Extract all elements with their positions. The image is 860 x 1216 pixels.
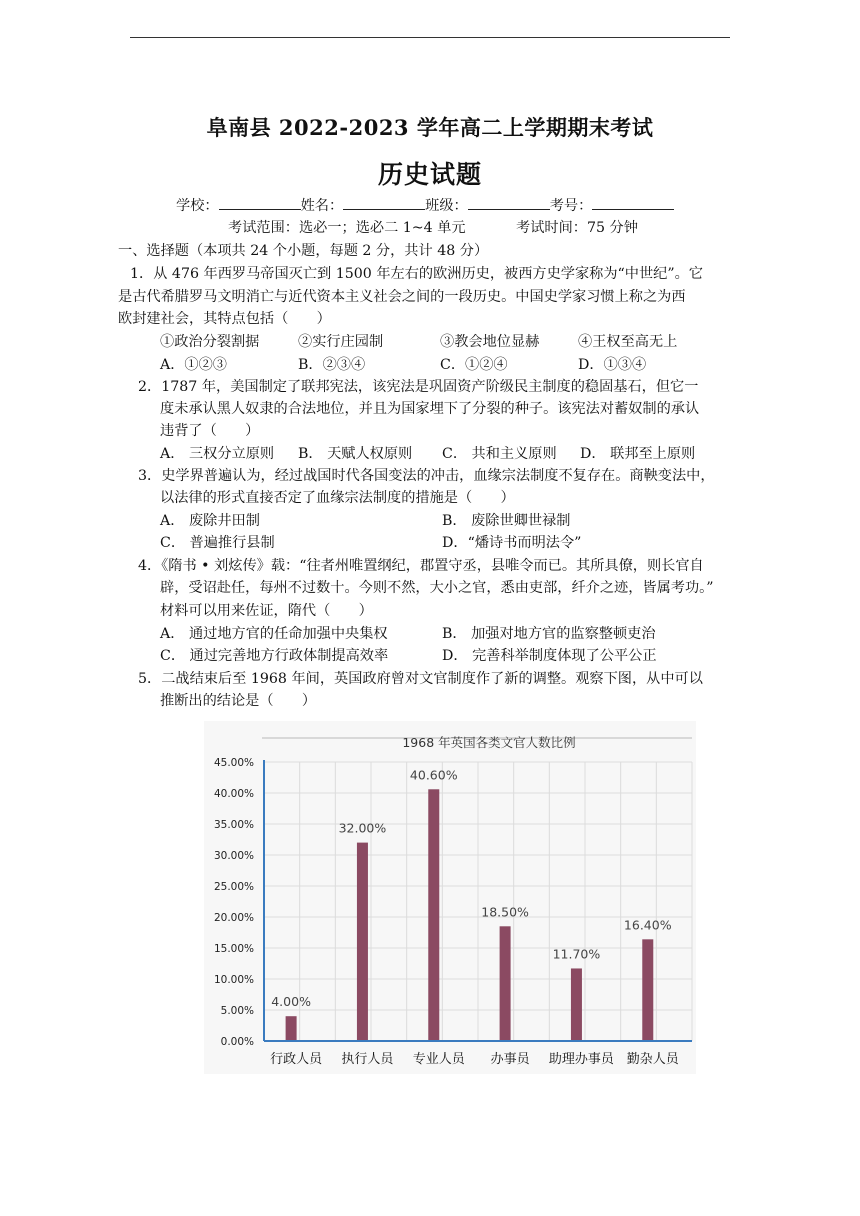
y-tick-label: 5.00% <box>220 1005 254 1017</box>
q1-option-c[interactable]: C．①②④ <box>440 357 508 373</box>
number-label: 考号： <box>549 198 593 214</box>
q4-option-a[interactable]: A． 通过地方官的任命加强中央集权 <box>160 626 388 642</box>
q2-option-b[interactable]: B． 天赋人权原则 <box>298 446 413 462</box>
chart-gridlines <box>264 762 692 1041</box>
header-rule <box>130 37 730 38</box>
section-heading: 一、选择题（本项共 24 个小题，每题 2 分，共计 48 分） <box>118 243 489 259</box>
exam-subtitle: 历史试题 <box>377 160 482 189</box>
y-tick-label: 35.00% <box>213 819 254 831</box>
y-tick-label: 30.00% <box>213 850 254 862</box>
school-label: 学校： <box>176 198 219 214</box>
bar-1 <box>286 1016 297 1041</box>
value-label: 40.60% <box>409 767 458 783</box>
q2-option-a[interactable]: A． 三权分立原则 <box>160 446 275 462</box>
class-label: 班级： <box>425 198 468 214</box>
y-tick-label: 15.00% <box>213 943 254 955</box>
value-label: 18.50% <box>481 904 529 920</box>
x-category-label: 执行人员 <box>341 1052 394 1067</box>
y-tick-label: 25.00% <box>213 881 254 893</box>
chart-title: 1968 年英国各类文官人数比例 <box>402 735 576 750</box>
chart-x-categories <box>270 1051 680 1067</box>
q1-item-2: ②实行庄园制 <box>298 334 384 350</box>
q1-option-a[interactable]: A．①②③ <box>160 357 227 373</box>
q3-option-c[interactable]: C． 普遍推行县制 <box>160 535 275 551</box>
q4-option-b[interactable]: B． 加强对地方官的监察整顿吏治 <box>442 626 656 642</box>
x-category-label: 办事员 <box>490 1052 530 1067</box>
chart-y-ticks <box>214 757 254 1048</box>
q1-item-4: ④王权至高无上 <box>578 334 678 350</box>
name-field[interactable] <box>343 196 425 210</box>
q4-option-d[interactable]: D． 完善科举制度体现了公平公正 <box>442 648 657 664</box>
class-field[interactable] <box>468 196 550 210</box>
y-tick-label: 40.00% <box>213 788 254 800</box>
q1-line-2: 是古代希腊罗马文明消亡与近代资本主义社会之间的一段历史。中国史学家习惯上称之为西 <box>118 289 686 305</box>
school-field[interactable] <box>219 196 301 210</box>
q3-option-a[interactable]: A． 废除井田制 <box>160 513 260 529</box>
x-category-label: 勤杂人员 <box>626 1052 679 1067</box>
y-tick-label: 10.00% <box>213 974 254 986</box>
x-category-label: 行政人员 <box>270 1052 323 1067</box>
q2-line-3: 违背了（ ） <box>160 423 260 439</box>
q1-item-1: ①政治分裂割据 <box>160 334 260 350</box>
exam-scope: 考试范围：选必一；选必二 1~4 单元 <box>228 220 466 236</box>
q5-line-2: 推断出的结论是（ ） <box>160 693 317 709</box>
q1-option-b[interactable]: B．②③④ <box>298 357 366 373</box>
exam-time: 考试时间：75 分钟 <box>516 220 638 236</box>
q1-line-3: 欧封建社会，其特点包括（ ） <box>118 311 331 327</box>
bar-chart-svg <box>204 721 696 1074</box>
number-field[interactable] <box>592 196 674 210</box>
name-label: 姓名： <box>300 198 344 214</box>
q3-option-d[interactable]: D．“燔诗书而明法令” <box>442 535 582 551</box>
value-label: 32.00% <box>338 820 387 836</box>
q4-line-3: 材料可以用来佐证，隋代（ ） <box>160 603 373 619</box>
value-label: 4.00% <box>271 994 311 1010</box>
x-category-label: 专业人员 <box>412 1052 465 1067</box>
q4-line-1: 4．《隋书 • 刘炫传》载：“往者州唯置纲纪，郡置守丞，县唯令而已。其所具僚，则长官自 <box>138 558 704 574</box>
q3-line-1: 3．史学界普遍认为，经过战国时代各国变法的冲击，血缘宗法制度不复存在。商鞅变法中， <box>138 468 715 484</box>
y-tick-label: 45.00% <box>213 757 254 769</box>
q3-option-b[interactable]: B． 废除世卿世禄制 <box>442 513 571 529</box>
q4-option-c[interactable]: C． 通过完善地方行政体制提高效率 <box>160 648 389 664</box>
q1-option-d[interactable]: D．①③④ <box>578 357 647 373</box>
value-label: 16.40% <box>623 917 672 933</box>
bar-4 <box>500 926 511 1041</box>
bar-2 <box>357 843 368 1041</box>
q4-line-2: 辟，受诏赴任，每州不过数十。今则不然，大小之官，悉由吏部，纤介之迹，皆属考功。” <box>160 580 714 596</box>
q2-line-2: 度未承认黑人奴隶的合法地位，并且为国家埋下了分裂的种子。该宪法对蓄奴制的承认 <box>160 401 700 417</box>
q2-option-c[interactable]: C． 共和主义原则 <box>442 446 557 462</box>
q1-line-1: 1．从 476 年西罗马帝国灭亡到 1500 年左右的欧洲历史，被西方史学家称为“中世纪”。它 <box>130 266 703 282</box>
value-label: 11.70% <box>552 946 601 962</box>
chart-value-labels <box>271 767 671 1009</box>
x-category-label: 助理办事员 <box>548 1052 614 1067</box>
bar-5 <box>571 968 582 1041</box>
q5-line-1: 5．二战结束后至 1968 年间，英国政府曾对文官制度作了新的调整。观察下图，从中可以 <box>138 671 703 687</box>
q2-option-d[interactable]: D． 联邦至上原则 <box>580 446 696 462</box>
student-info-line <box>176 196 674 216</box>
bar-6 <box>642 939 653 1041</box>
q2-line-1: 2．1787 年，美国制定了联邦宪法，该宪法是巩固资产阶级民主制度的稳固基石，但它一 <box>138 379 699 395</box>
q3-line-2: 以法律的形式直接否定了血缘宗法制度的措施是（ ） <box>160 490 515 506</box>
y-tick-label: 20.00% <box>213 912 254 924</box>
y-tick-label: 0.00% <box>220 1036 254 1048</box>
exam-title: 阜南县 2022-2023 学年高二上学期期末考试 <box>206 115 654 140</box>
bar-3 <box>428 789 439 1041</box>
q1-item-3: ③教会地位显赫 <box>440 334 540 350</box>
bar-chart <box>204 721 696 1074</box>
